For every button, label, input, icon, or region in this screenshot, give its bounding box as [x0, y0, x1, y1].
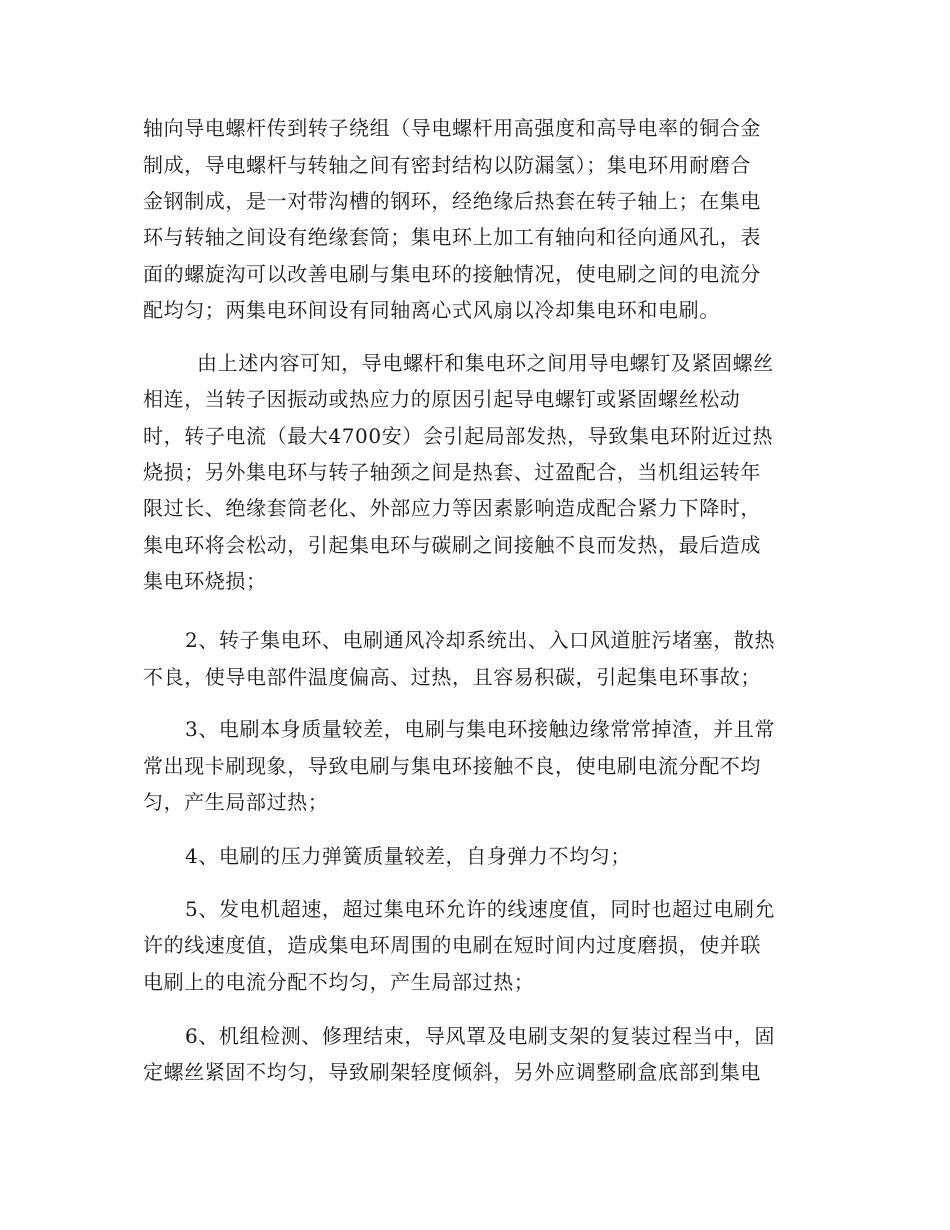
text-line: 3、电刷本身质量较差，电刷与集电环接触边缘常常掉渣，并且常: [185, 717, 776, 741]
text-line: 电刷上的电流分配不均匀，产生局部过热；: [143, 970, 535, 994]
text-line: 面的螺旋沟可以改善电刷与集电环的接触情况，使电刷之间的电流分: [143, 262, 761, 286]
text-line: 环与转轴之间设有绝缘套筒；集电环上加工有轴向和径向通风孔，表: [143, 225, 761, 249]
text-line: 时，转子电流（最大4700安）会引起局部发热，导致集电环附近过热: [143, 424, 774, 448]
text-line: 轴向导电螺杆传到转子绕组（导电螺杆用高强度和高导电率的铜合金: [143, 116, 761, 140]
text-line: 集电环将会松动，引起集电环与碳刷之间接触不良而发热，最后造成: [143, 533, 761, 557]
text-line: 许的线速度值，造成集电环周围的电刷在短时间内过度磨损，使并联: [143, 933, 761, 957]
text-line: 4、电刷的压力弹簧质量较差，自身弹力不均匀；: [185, 844, 631, 868]
text-line: 相连，当转子因振动或热应力的原因引起导电螺钉或紧固螺丝松动: [143, 387, 741, 411]
text-line: 2、转子集电环、电刷通风冷却系统出、入口风道脏污堵塞，散热: [185, 628, 776, 652]
text-line: 烧损；另外集电环与转子轴颈之间是热套、过盈配合，当机组运转年: [143, 460, 761, 484]
text-line: 5、发电机超速，超过集电环允许的线速度值，同时也超过电刷允: [185, 897, 776, 921]
text-line: 制成，导电螺杆与转轴之间有密封结构以防漏氢）；集电环用耐磨合: [143, 153, 751, 177]
text-line: 配均匀；两集电环间设有同轴离心式风扇以冷却集电环和电刷。: [143, 298, 720, 322]
text-line: 定螺丝紧固不均匀，导致刷架轻度倾斜，另外应调整刷盒底部到集电: [143, 1060, 761, 1084]
text-line: 匀，产生局部过热；: [143, 790, 329, 814]
text-line: 集电环烧损；: [143, 569, 267, 593]
text-line: 常出现卡刷现象，导致电刷与集电环接触不良，使电刷电流分配不均: [143, 754, 761, 778]
text-line: 6、机组检测、修理结束，导风罩及电刷支架的复装过程当中，固: [185, 1024, 776, 1048]
text-line: 由上述内容可知，导电螺杆和集电环之间用导电螺钉及紧固螺丝: [197, 351, 774, 375]
text-line: 不良，使导电部件温度偏高、过热，且容易积碳，引起集电环事故；: [143, 665, 761, 689]
text-line: 限过长、绝缘套筒老化、外部应力等因素影响造成配合紧力下降时，: [143, 496, 761, 520]
text-line: 金钢制成，是一对带沟槽的钢环，经绝缘后热套在转子轴上；在集电: [143, 189, 761, 213]
